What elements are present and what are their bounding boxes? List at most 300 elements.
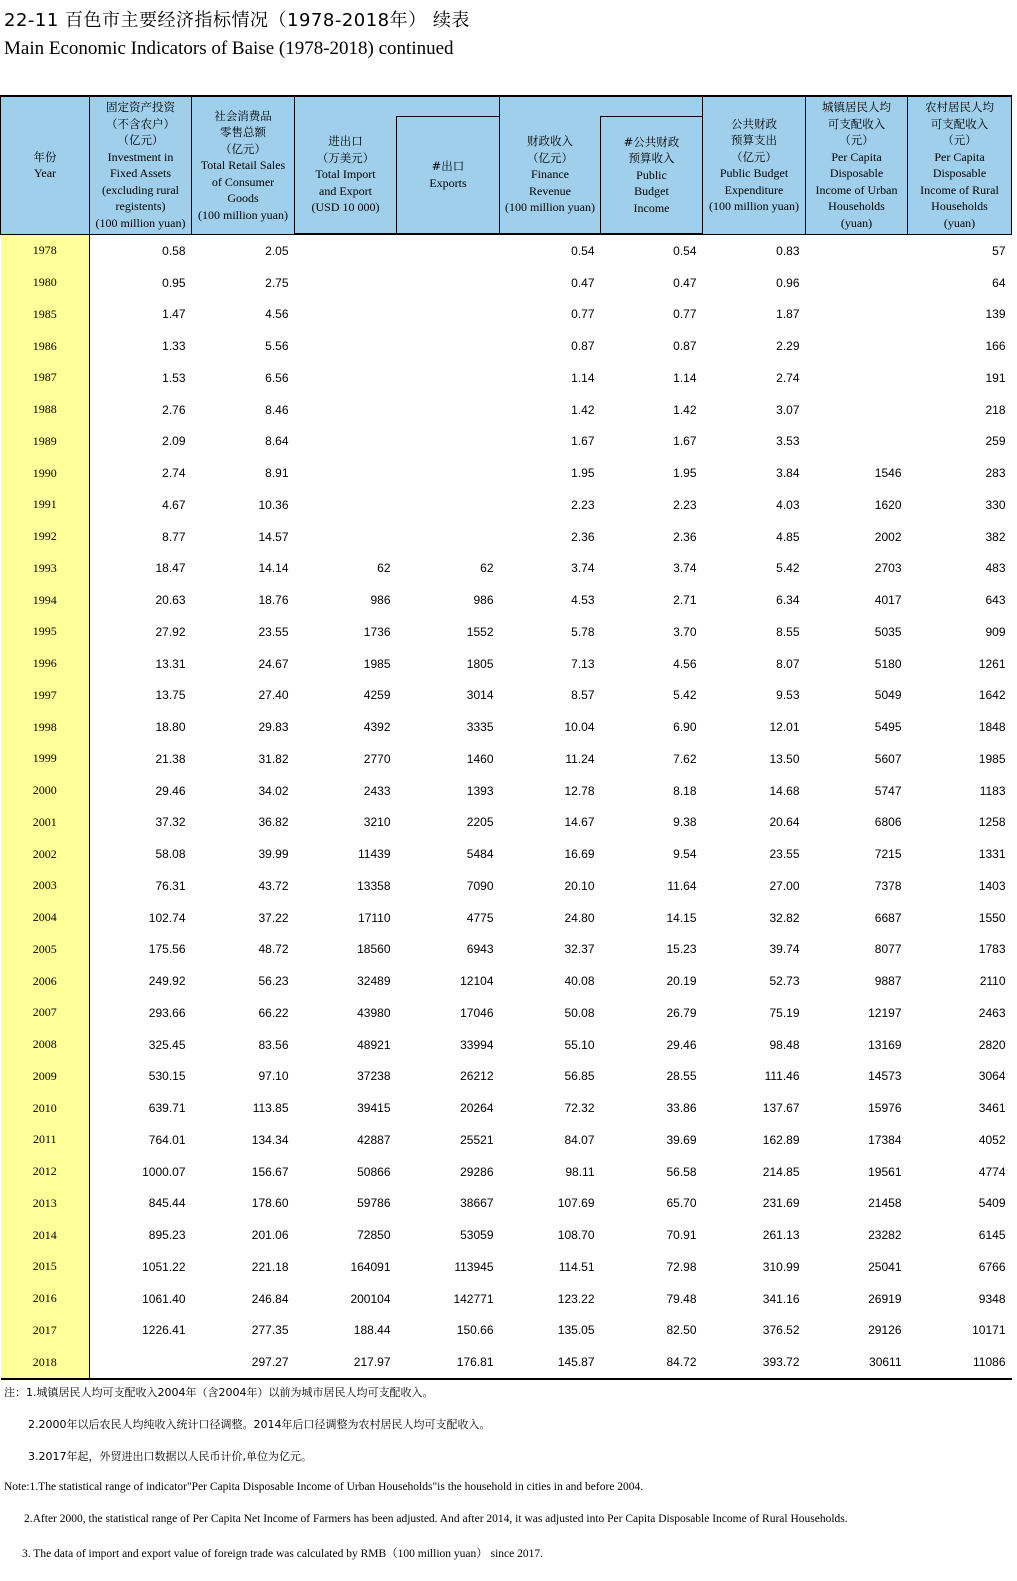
year-cell: 2016 [1, 1283, 90, 1315]
value-cell: 26212 [460, 1069, 494, 1084]
value-cell [806, 234, 908, 267]
table-row [1, 616, 1012, 648]
value-cell: 4.53 [571, 593, 595, 608]
value-cell: 42887 [357, 1132, 391, 1147]
value-cell: 12104 [460, 974, 494, 989]
value-cell: 5180 [874, 656, 902, 671]
table-row [1, 807, 1012, 839]
value-cell: 4.67 [162, 497, 186, 512]
header-line: Income [633, 200, 670, 215]
value-cell: 986 [370, 593, 391, 608]
value-cell: 3.53 [776, 434, 800, 449]
value-cell: 221.18 [251, 1259, 289, 1274]
value-cell: 23.55 [769, 847, 800, 862]
header-line: 可支配收入 [827, 116, 886, 131]
year-cell: 2007 [1, 997, 90, 1029]
value-cell: 0.96 [776, 275, 800, 290]
value-cell: 1.42 [673, 402, 697, 417]
table-row [1, 330, 1012, 362]
value-cell: 32.82 [769, 910, 800, 925]
year-cell: 2008 [1, 1029, 90, 1061]
value-cell: 330 [985, 497, 1006, 512]
year-cell: 1980 [1, 267, 90, 299]
header-line: 固定资产投资 [106, 100, 175, 115]
value-cell: 57 [992, 243, 1006, 258]
value-cell: 97.10 [258, 1069, 289, 1084]
value-cell: 895.23 [148, 1228, 186, 1243]
header-line: Investment in [107, 149, 174, 164]
header-line: Budget [634, 184, 669, 198]
header-line: 社会消费品 [214, 108, 272, 123]
value-cell: 5.42 [776, 561, 800, 576]
header-line: Households [931, 199, 988, 214]
value-cell: 283 [985, 466, 1006, 481]
value-cell: 8.18 [673, 783, 697, 798]
value-cell: 55.10 [564, 1037, 595, 1052]
value-cell: 1403 [978, 878, 1006, 893]
value-cell: 10171 [972, 1323, 1006, 1338]
value-cell [397, 457, 500, 489]
value-cell: 1.87 [776, 307, 800, 322]
year-cell: 2009 [1, 1061, 90, 1093]
value-cell: 43.72 [258, 878, 289, 893]
value-cell: 1460 [466, 751, 494, 766]
value-cell: 29286 [460, 1164, 494, 1179]
value-cell: 66.22 [258, 1005, 289, 1020]
table-row [1, 299, 1012, 331]
table-row [1, 489, 1012, 521]
value-cell [295, 362, 397, 394]
header-line: 预算支出 [731, 133, 777, 148]
value-cell: 5.78 [571, 624, 595, 639]
value-cell: 176.81 [397, 1346, 500, 1379]
value-cell: 3014 [466, 688, 494, 703]
value-cell: 62 [480, 561, 494, 576]
note-cn-3: 3.2017年起，外贸进出口数据以人民币计价,单位为亿元。 [28, 1450, 312, 1463]
value-cell: 246.84 [251, 1291, 289, 1306]
value-cell: 107.69 [557, 1196, 595, 1211]
value-cell [295, 234, 397, 267]
value-cell [295, 394, 397, 426]
value-cell: 72.98 [666, 1259, 697, 1274]
value-cell: 16.69 [564, 847, 595, 862]
value-cell: 4392 [363, 720, 391, 735]
value-cell: 70.91 [666, 1228, 697, 1243]
value-cell: 11.24 [565, 751, 595, 766]
value-cell: 1.47 [162, 307, 186, 322]
table-title-en: Main Economic Indicators of Baise (1978-2018) continued [4, 38, 454, 59]
value-cell: 2.05 [265, 243, 289, 258]
header-budget-expenditure [703, 96, 806, 234]
value-cell: 0.77 [673, 307, 697, 322]
value-cell: 1.42 [571, 402, 595, 417]
value-cell: 2.36 [673, 529, 697, 544]
table-row [1, 457, 1012, 489]
value-cell [295, 330, 397, 362]
value-cell: 13358 [357, 878, 391, 893]
value-cell: 17046 [460, 1005, 494, 1020]
value-cell: 29.46 [155, 783, 186, 798]
value-cell: 30611 [806, 1346, 908, 1379]
value-cell: 7378 [874, 878, 902, 893]
note-en-1: Note:1.The statistical range of indicator"Per Capita Disposable Income of Urban Households"is the household in cities in and before 2004. [4, 1481, 644, 1493]
value-cell: 8.91 [265, 466, 289, 481]
value-cell: 1000.07 [142, 1164, 186, 1179]
value-cell: 5035 [874, 624, 902, 639]
value-cell: 6.34 [776, 593, 800, 608]
value-cell: 4774 [978, 1164, 1006, 1179]
value-cell [295, 267, 397, 299]
value-cell: 65.70 [666, 1196, 697, 1211]
value-cell: 25521 [460, 1132, 494, 1147]
value-cell: 3.74 [571, 561, 595, 576]
year-cell: 2013 [1, 1188, 90, 1220]
value-cell: 2.75 [265, 275, 289, 290]
year-cell: 2006 [1, 965, 90, 997]
value-cell: 56.85 [564, 1069, 595, 1084]
value-cell: 14.15 [666, 910, 697, 925]
year-cell: 2017 [1, 1315, 90, 1347]
value-cell: 5607 [874, 751, 902, 766]
table-row [1, 902, 1012, 934]
year-cell: 1989 [1, 426, 90, 458]
value-cell: 32489 [357, 974, 391, 989]
header-line: Public [636, 167, 667, 182]
value-cell: 3.74 [673, 561, 697, 576]
year-cell: 1995 [1, 616, 90, 648]
value-cell: 2.23 [673, 497, 697, 512]
value-cell: 26.79 [666, 1005, 697, 1020]
value-cell: 7.62 [673, 751, 697, 766]
table-row [1, 1061, 1012, 1093]
value-cell: 0.58 [162, 243, 186, 258]
table-row [1, 1188, 1012, 1220]
header-line: （不含农户） [106, 116, 175, 131]
year-cell: 1991 [1, 489, 90, 521]
value-cell: 75.19 [769, 1005, 800, 1020]
value-cell: 5747 [874, 783, 902, 798]
value-cell: 84.72 [601, 1346, 703, 1379]
value-cell: 2.74 [776, 370, 800, 385]
value-cell: 0.87 [571, 339, 595, 354]
value-cell: 23.55 [258, 624, 289, 639]
value-cell: 643 [985, 593, 1006, 608]
header-line: and Export [319, 183, 372, 198]
header-line: Expenditure [724, 182, 784, 197]
header-line: （元） [942, 133, 977, 148]
value-cell: 2820 [978, 1037, 1006, 1052]
value-cell [90, 1346, 192, 1379]
value-cell: 4.56 [265, 307, 289, 322]
header-line: Total Retail Sales [200, 158, 286, 172]
year-cell: 1998 [1, 711, 90, 743]
value-cell [397, 267, 500, 299]
value-cell: 156.67 [251, 1164, 289, 1179]
value-cell: 18.76 [258, 593, 289, 608]
value-cell [397, 362, 500, 394]
value-cell: 175.56 [148, 942, 186, 957]
value-cell: 3335 [466, 720, 494, 735]
value-cell: 19561 [868, 1164, 902, 1179]
value-cell: 14573 [868, 1069, 902, 1084]
value-cell: 29.46 [666, 1037, 697, 1052]
value-cell: 8.46 [265, 402, 289, 417]
header-line: Income of Rural [920, 182, 999, 197]
value-cell: 1805 [466, 656, 494, 671]
value-cell [295, 426, 397, 458]
header-public-budget-income [601, 116, 703, 234]
value-cell [806, 330, 908, 362]
header-line: (yuan) [840, 215, 873, 230]
value-cell: 2433 [363, 783, 391, 798]
header-retail-sales [192, 96, 295, 234]
value-cell: 72.32 [564, 1101, 595, 1116]
value-cell: 1.95 [571, 466, 595, 481]
value-cell: 164091 [350, 1259, 391, 1274]
value-cell: 11439 [358, 847, 391, 862]
value-cell: 59786 [357, 1196, 391, 1211]
value-cell: 1985 [978, 751, 1006, 766]
value-cell: 261.13 [762, 1228, 800, 1243]
year-cell: 1993 [1, 553, 90, 585]
value-cell: 1848 [978, 720, 1006, 735]
value-cell: 83.56 [258, 1037, 289, 1052]
header-line: 预算收入 [628, 151, 675, 165]
value-cell: 82.50 [666, 1323, 697, 1338]
value-cell: 1.33 [162, 339, 186, 354]
value-cell: 14.57 [258, 529, 289, 544]
table-row [1, 362, 1012, 394]
header-import-export [295, 116, 397, 234]
table-row [1, 997, 1012, 1029]
value-cell: 15.23 [666, 942, 697, 957]
value-cell: 2205 [466, 815, 494, 830]
value-cell: 113945 [454, 1259, 494, 1274]
value-cell: 8.77 [162, 529, 186, 544]
header-line: Disposable [829, 166, 884, 181]
value-cell: 23282 [868, 1228, 902, 1243]
value-cell: 7215 [874, 847, 902, 862]
header-line: 公共财政 [731, 116, 777, 131]
value-cell: 218 [985, 402, 1006, 417]
header-line: Households [828, 199, 885, 214]
header-line: #公共财政 [623, 134, 680, 149]
table-title-cn: 22-11 百色市主要经济指标情况（1978-2018年） 续表 [4, 10, 470, 31]
value-cell: 8077 [874, 942, 902, 957]
value-cell: 17110 [358, 910, 391, 925]
header-line: of Consumer [211, 174, 275, 189]
value-cell: 37.22 [258, 910, 289, 925]
value-cell: 214.85 [762, 1164, 800, 1179]
value-cell: 1.67 [673, 434, 697, 449]
year-cell: 1988 [1, 394, 90, 426]
value-cell: 1.53 [162, 370, 186, 385]
value-cell: 27.00 [769, 878, 800, 893]
value-cell: 12.78 [564, 783, 595, 798]
value-cell: 9.38 [673, 815, 697, 830]
value-cell: 102.74 [148, 910, 186, 925]
value-cell: 6687 [874, 910, 902, 925]
value-cell: 393.72 [703, 1346, 806, 1379]
header-line: (excluding rural [102, 182, 179, 197]
year-cell: 2018 [1, 1346, 90, 1379]
value-cell: 5.56 [265, 339, 289, 354]
value-cell: 2110 [979, 974, 1006, 989]
table-row [1, 743, 1012, 775]
year-cell: 2000 [1, 775, 90, 807]
value-cell: 1183 [979, 783, 1006, 798]
header-line: （亿元） [220, 141, 266, 156]
value-cell: 8.57 [571, 688, 595, 703]
value-cell: 2.23 [571, 497, 595, 512]
value-cell: 27.92 [155, 624, 186, 639]
value-cell: 4.03 [776, 497, 800, 512]
value-cell: 8.55 [776, 624, 800, 639]
value-cell: 31.82 [258, 751, 289, 766]
year-cell: 2004 [1, 902, 90, 934]
year-cell: 1990 [1, 457, 90, 489]
note-en-2: 2.After 2000, the statistical range of Per Capita Net Income of Farmers has been adjusted. And after 2014, it was adjusted into Per Capita Disposable Income of Rural Households. [24, 1513, 848, 1525]
value-cell: 5484 [466, 847, 494, 862]
table-row [1, 1315, 1012, 1347]
value-cell: 53059 [460, 1228, 494, 1243]
table-row [1, 1092, 1012, 1124]
value-cell: 1.14 [673, 370, 697, 385]
value-cell: 231.69 [762, 1196, 800, 1211]
value-cell: 142771 [453, 1291, 494, 1306]
value-cell: 98.11 [565, 1164, 595, 1179]
header-line: Disposable [932, 166, 987, 181]
value-cell: 2770 [363, 751, 391, 766]
header-line: Fixed Assets [109, 166, 171, 181]
value-cell: 113.85 [252, 1101, 289, 1116]
header-line: Exports [429, 175, 467, 190]
value-cell [295, 489, 397, 521]
table-row [1, 1156, 1012, 1188]
value-cell: 7.13 [571, 656, 595, 671]
header-line: （万美元） [316, 150, 375, 165]
value-cell: 5.42 [673, 688, 697, 703]
value-cell: 4775 [466, 910, 494, 925]
value-cell: 135.05 [557, 1323, 595, 1338]
value-cell: 325.45 [148, 1037, 186, 1052]
header-line: registents) [115, 199, 166, 214]
value-cell: 5495 [874, 720, 902, 735]
value-cell: 150.66 [456, 1323, 494, 1338]
value-cell: 7090 [466, 878, 494, 893]
value-cell [397, 426, 500, 458]
value-cell: 1331 [978, 847, 1006, 862]
value-cell: 200104 [350, 1291, 391, 1306]
value-cell: 27.40 [258, 688, 289, 703]
value-cell: 134.34 [251, 1132, 289, 1147]
value-cell: 64 [992, 275, 1006, 290]
value-cell: 56.58 [666, 1164, 697, 1179]
header-line: Total Import [315, 167, 376, 182]
value-cell: 20.10 [564, 878, 595, 893]
year-cell: 1996 [1, 648, 90, 680]
header-line: 财政收入 [527, 134, 573, 149]
header-line: Per Capita [831, 149, 882, 164]
header-line: (USD 10 000) [311, 200, 380, 215]
value-cell: 249.92 [148, 974, 186, 989]
value-cell [806, 299, 908, 331]
header-line: （元） [839, 133, 874, 148]
value-cell: 32.37 [564, 942, 595, 957]
table-body [1, 234, 1012, 1379]
value-cell: 8.64 [265, 434, 289, 449]
value-cell: 0.47 [673, 275, 697, 290]
header-line: (100 million yuan) [505, 200, 595, 215]
year-cell: 1999 [1, 743, 90, 775]
value-cell: 39.69 [666, 1132, 697, 1147]
header-line: 零售总额 [220, 125, 266, 139]
table-row [1, 870, 1012, 902]
value-cell: 310.99 [762, 1259, 800, 1274]
value-cell [295, 457, 397, 489]
table-row [1, 1283, 1012, 1315]
value-cell: 0.87 [673, 339, 697, 354]
value-cell: 18.80 [155, 720, 186, 735]
value-cell: 2.36 [571, 529, 595, 544]
value-cell: 2463 [978, 1005, 1006, 1020]
value-cell: 24.80 [564, 910, 595, 925]
value-cell: 11086 [908, 1346, 1012, 1379]
value-cell: 2.74 [162, 466, 186, 481]
value-cell: 6943 [466, 942, 494, 957]
value-cell: 2002 [874, 529, 902, 544]
value-cell: 39.74 [769, 942, 800, 957]
value-cell: 5049 [874, 688, 902, 703]
year-cell: 2015 [1, 1251, 90, 1283]
table-row [1, 965, 1012, 997]
value-cell: 0.54 [571, 243, 595, 258]
value-cell: 26919 [868, 1291, 902, 1306]
value-cell: 0.95 [162, 275, 186, 290]
value-cell: 62 [377, 561, 391, 576]
value-cell: 108.70 [557, 1228, 595, 1243]
value-cell: 1061.40 [142, 1291, 186, 1306]
value-cell: 50866 [357, 1164, 391, 1179]
year-cell: 1992 [1, 521, 90, 553]
value-cell: 2.76 [162, 402, 186, 417]
value-cell [806, 426, 908, 458]
year-cell: 2011 [1, 1124, 90, 1156]
value-cell: 13.75 [155, 688, 186, 703]
value-cell: 166 [985, 339, 1006, 354]
value-cell: 24.67 [258, 656, 289, 671]
value-cell [397, 521, 500, 553]
value-cell: 3.07 [776, 402, 800, 417]
value-cell: 33.86 [666, 1101, 697, 1116]
value-cell [806, 394, 908, 426]
header-line: (yuan) [943, 215, 976, 230]
value-cell: 37238 [357, 1069, 391, 1084]
value-cell: 123.22 [557, 1291, 595, 1306]
value-cell: 1620 [874, 497, 902, 512]
header-line: （亿元） [731, 149, 777, 164]
header-fixed-assets [90, 96, 192, 234]
value-cell: 1051.22 [142, 1259, 186, 1274]
value-cell: 18560 [357, 942, 391, 957]
value-cell: 29.83 [258, 720, 289, 735]
year-cell: 2001 [1, 807, 90, 839]
value-cell: 38667 [460, 1196, 494, 1211]
table-row [1, 711, 1012, 743]
header-line: 可支配收入 [930, 116, 989, 131]
value-cell: 1736 [363, 624, 391, 639]
value-cell: 6.56 [265, 370, 289, 385]
